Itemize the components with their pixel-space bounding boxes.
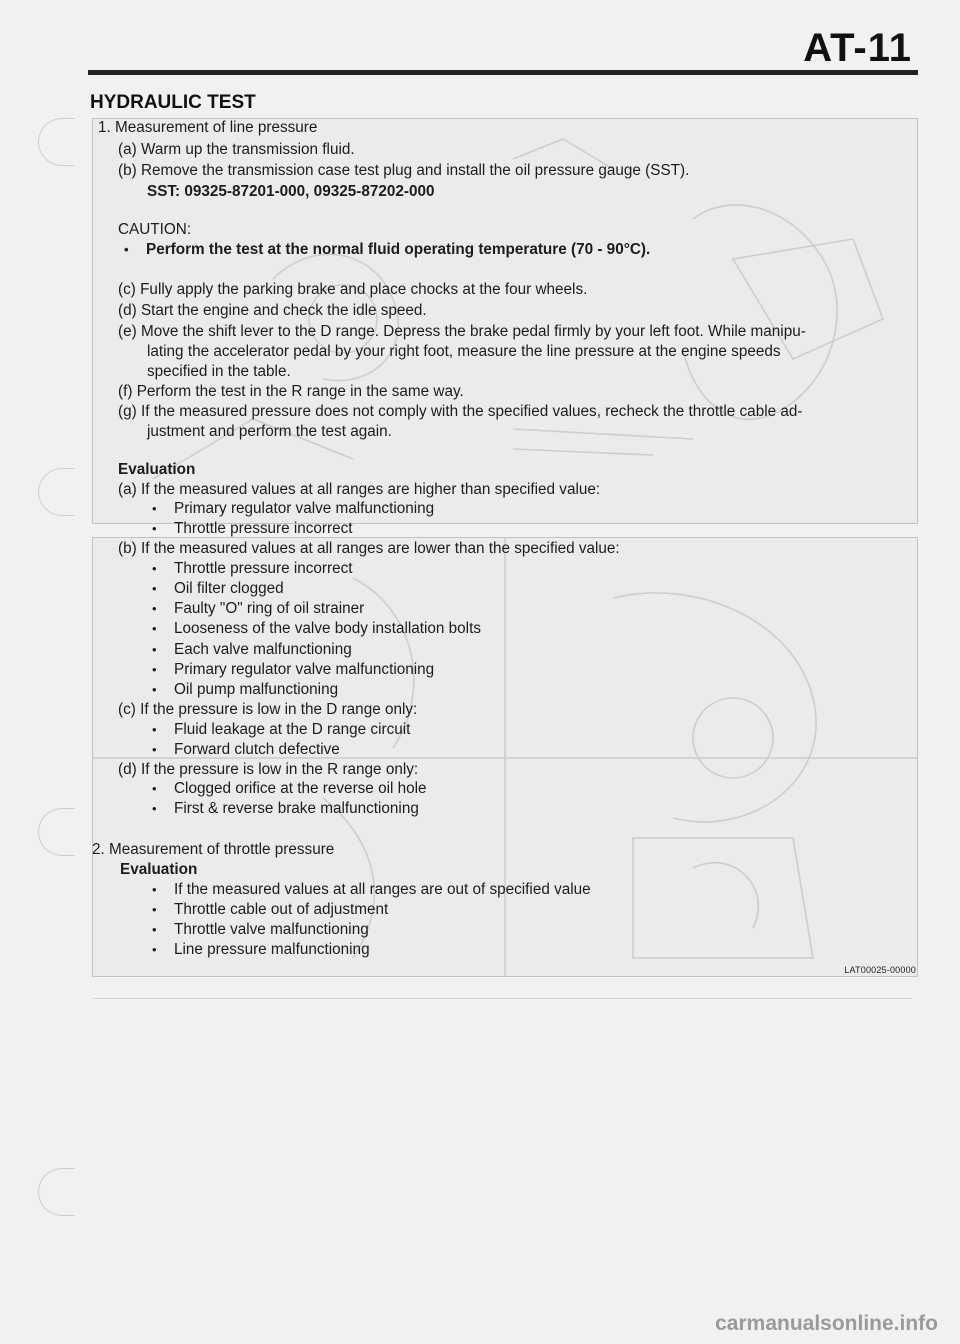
step2-item: • If the measured values at all ranges are out of specified value xyxy=(152,880,591,900)
eval-c-item: • Forward clutch defective xyxy=(152,740,340,760)
eval-b-item: • Oil pump malfunctioning xyxy=(152,680,338,700)
figure-code: LAT00025-00000 xyxy=(844,965,916,975)
eval-b-item: • Looseness of the valve body installation bolts xyxy=(152,619,481,639)
eval-a-item: • Throttle pressure incorrect xyxy=(152,519,353,539)
caution-item: • Perform the test at the normal fluid operating temperature (70 - 90°C). xyxy=(124,240,650,260)
eval-c: (c) If the pressure is low in the D range only: xyxy=(118,701,418,718)
step1-title: 1. Measurement of line pressure xyxy=(98,119,318,136)
step1-e-line2: lating the accelerator pedal by your right foot, measure the line pressure at the engine speeds xyxy=(147,343,781,360)
step2-title: 2. Measurement of throttle pressure xyxy=(92,841,335,858)
section-title: HYDRAULIC TEST xyxy=(90,92,256,113)
eval-d-item: • Clogged orifice at the reverse oil hole xyxy=(152,779,427,799)
punch-hole-2 xyxy=(38,468,75,516)
step2-item: • Line pressure malfunctioning xyxy=(152,940,370,960)
step1-g-line1: (g) If the measured pressure does not comply with the specified values, recheck the throttle cable ad- xyxy=(118,403,803,420)
eval-b: (b) If the measured values at all ranges are lower than the specified value: xyxy=(118,540,620,557)
step2-item: • Throttle valve malfunctioning xyxy=(152,920,369,940)
caution-label: CAUTION: xyxy=(118,221,192,238)
evaluation-label: Evaluation xyxy=(118,461,196,478)
faint-divider xyxy=(92,998,912,999)
eval-d: (d) If the pressure is low in the R range only: xyxy=(118,761,419,778)
eval-b-item: • Primary regulator valve malfunctioning xyxy=(152,660,434,680)
step1-f: (f) Perform the test in the R range in the same way. xyxy=(118,383,464,400)
eval-d-item: • First & reverse brake malfunctioning xyxy=(152,799,419,819)
eval-a: (a) If the measured values at all ranges are higher than specified value: xyxy=(118,481,601,498)
eval-b-item: • Faulty "O" ring of oil strainer xyxy=(152,599,364,619)
step1-d: (d) Start the engine and check the idle speed. xyxy=(118,302,427,319)
eval-b-item: • Each valve malfunctioning xyxy=(152,640,352,660)
step2-evaluation-label: Evaluation xyxy=(120,861,198,878)
step1-e-line1: (e) Move the shift lever to the D range. Depress the brake pedal firmly by your left foot. While manipu- xyxy=(118,323,806,340)
eval-b-item: • Oil filter clogged xyxy=(152,579,284,599)
step1-g-line2: justment and perform the test again. xyxy=(147,423,392,440)
eval-c-item: • Fluid leakage at the D range circuit xyxy=(152,720,410,740)
page-code: AT-11 xyxy=(803,26,912,70)
watermark: carmanualsonline.info xyxy=(715,1312,938,1335)
header-rule xyxy=(88,70,918,75)
punch-hole-4 xyxy=(38,1168,75,1216)
punch-hole-3 xyxy=(38,808,75,856)
sst-numbers: SST: 09325-87201-000, 09325-87202-000 xyxy=(147,183,435,200)
step1-c: (c) Fully apply the parking brake and place chocks at the four wheels. xyxy=(118,281,588,298)
step1-e-line3: specified in the table. xyxy=(147,363,291,380)
punch-hole-1 xyxy=(38,118,75,166)
step1-a: (a) Warm up the transmission fluid. xyxy=(118,141,355,158)
step1-b: (b) Remove the transmission case test plug and install the oil pressure gauge (SST). xyxy=(118,162,690,179)
step2-item: • Throttle cable out of adjustment xyxy=(152,900,388,920)
eval-b-item: • Throttle pressure incorrect xyxy=(152,559,353,579)
eval-a-item: • Primary regulator valve malfunctioning xyxy=(152,499,434,519)
